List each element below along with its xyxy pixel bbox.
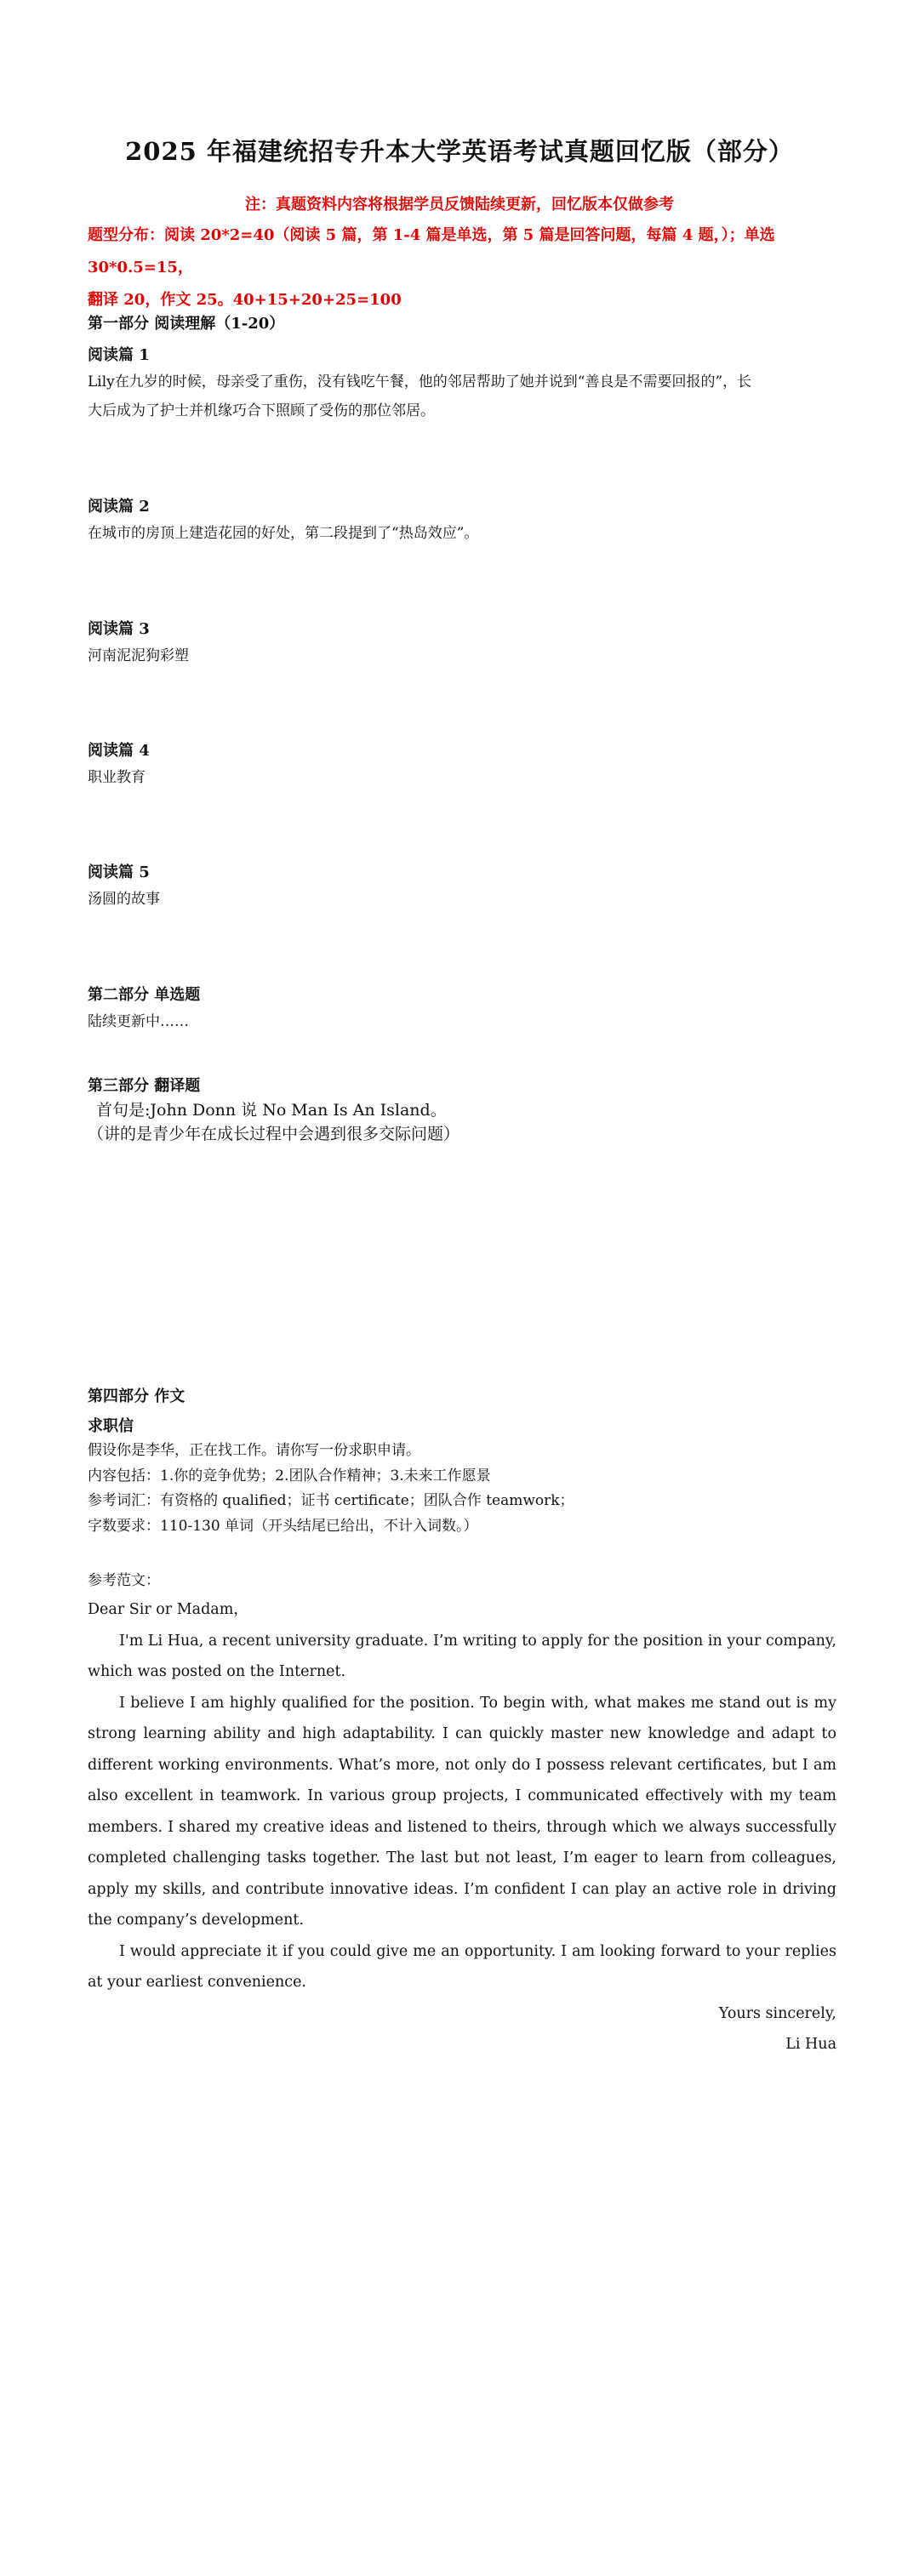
passage-2-summary: 在城市的房顶上建造花园的好处，第二段提到了“热岛效应”。 <box>88 525 479 542</box>
passage-1-label: 阅读篇 1 <box>88 346 150 364</box>
sample-label: 参考范文： <box>88 1572 160 1589</box>
page-title: 2025 年福建统招专升本大学英语考试真题回忆版（部分） <box>125 137 794 166</box>
essay-content: 内容包括：1.你的竞争优势；2.团队合作精神；3.未来工作愿景 <box>88 1467 491 1485</box>
essay-wordcount: 字数要求：110-130 单词（开头结尾已给出，不计入词数。） <box>88 1517 478 1535</box>
essay-signature: Li Hua <box>785 2036 836 2053</box>
distribution-line-2: 翻译 20，作文 25。40+15+20+25=100 <box>88 291 402 309</box>
passage-2-label: 阅读篇 2 <box>88 498 150 516</box>
part1-heading: 第一部分 阅读理解（1-20） <box>88 315 285 333</box>
passage-1-line-2: 大后成为了护士并机缘巧合下照顾了受伤的那位邻居。 <box>88 402 435 419</box>
part3-line-2: （讲的是青少年在成长过程中会遇到很多交际问题） <box>88 1125 460 1143</box>
passage-4-label: 阅读篇 4 <box>88 742 150 760</box>
part3-line-1: 首句是:John Donn 说 No Man Is An Island。 <box>96 1101 447 1120</box>
part3-heading: 第三部分 翻译题 <box>88 1077 201 1095</box>
passage-5-label: 阅读篇 5 <box>88 863 150 881</box>
part2-text: 陆续更新中…… <box>88 1013 189 1030</box>
question-distribution <box>88 219 836 316</box>
essay-paragraph-1: I'm Li Hua, a recent university graduate. I’m writing to apply for the position in your company, which was posted on the Internet. <box>88 1632 836 1680</box>
part4-subheading: 求职信 <box>88 1417 134 1435</box>
passage-4-summary: 职业教育 <box>88 769 146 786</box>
passage-5-summary: 汤圆的故事 <box>88 891 160 908</box>
essay-greeting: Dear Sir or Madam， <box>88 1601 248 1618</box>
essay-closing: Yours sincerely, <box>718 2004 836 2022</box>
passage-3-label: 阅读篇 3 <box>88 620 150 638</box>
disclaimer-note: 注：真题资料内容将根据学员反馈陆续更新，回忆版本仅做参考 <box>245 196 674 214</box>
part3-body <box>88 1098 836 1146</box>
passage-1-summary <box>88 368 836 425</box>
part4-heading: 第四部分 作文 <box>88 1388 186 1405</box>
essay-paragraph-2: I believe I am highly qualified for the position. To begin with, what makes me stand out is my strong learning ability and high adaptability. I can quickly master new knowledge and adapt to different working environments. What’s more, not only do I possess relevant certificates, but I am also excellent in teamwork. In various group projects, I communicated effectively with my team members. I shared my creative ideas and listened to theirs, through which we always successfully completed challenging tasks together. The last but not least, I’m eager to learn from colleagues, apply my skills, and contribute innovative ideas. I’m confident I can play an active role in driving the company’s development. <box>88 1694 836 1929</box>
essay-paragraph-3: I would appreciate it if you could give me an opportunity. I am looking forward to your replies at your earliest convenience. <box>88 1942 836 1991</box>
part2-heading: 第二部分 单选题 <box>88 986 201 1004</box>
distribution-line-1: 题型分布：阅读 20*2=40（阅读 5 篇，第 1-4 篇是单选，第 5 篇是回答问题，每篇 4 题，）；单选 30*0.5=15， <box>88 226 775 276</box>
essay-requirements <box>88 1439 836 1539</box>
essay-vocab: 参考词汇：有资格的 qualified；证书 certificate；团队合作 teamwork； <box>88 1492 574 1509</box>
passage-1-line-1: Lily在九岁的时候，母亲受了重伤，没有钱吃午餐，他的邻居帮助了她并说到“善良是不需要回报的”，长 <box>88 373 752 390</box>
essay-prompt: 假设你是李华，正在找工作。请你写一份求职申请。 <box>88 1442 420 1459</box>
passage-3-summary: 河南泥泥狗彩塑 <box>88 647 189 664</box>
sample-essay <box>88 1594 836 2060</box>
